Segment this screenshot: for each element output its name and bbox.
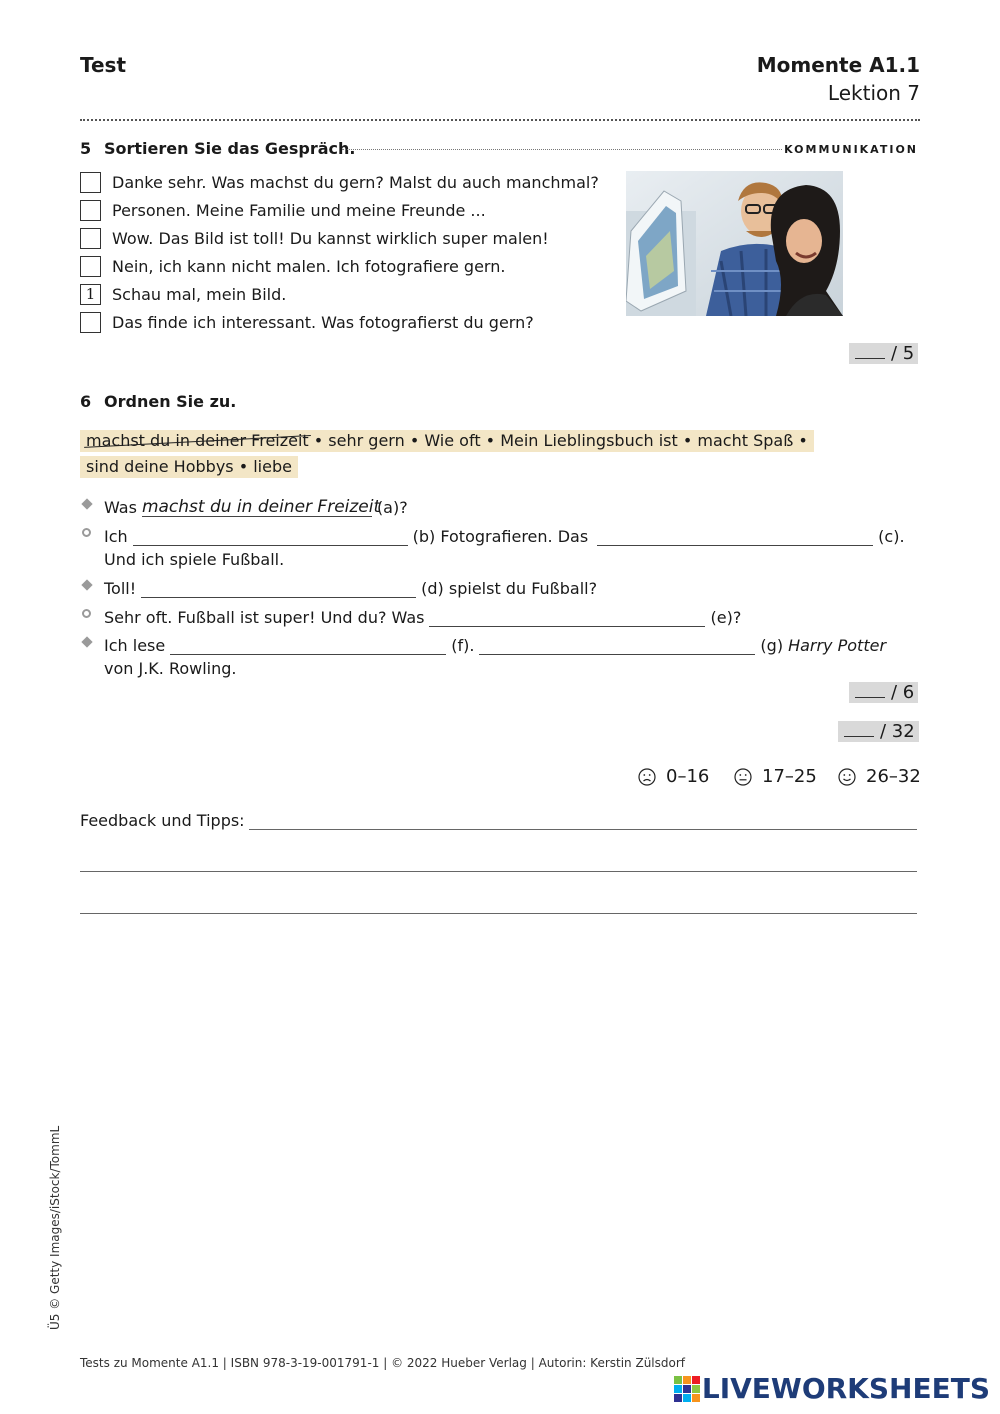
order-item (80, 199, 486, 221)
page-title: Test (80, 53, 127, 77)
circle-bullet-icon (82, 609, 91, 618)
order-item (80, 227, 549, 249)
order-item-text: Personen. Meine Familie und meine Freunde ... (112, 200, 486, 220)
order-box[interactable] (80, 200, 101, 221)
section-6-number: 6 (80, 392, 92, 411)
dialogue-line-e: Sehr oft. Fußball ist super! Und du? Was (e)? (80, 605, 741, 627)
answer-field-e[interactable] (429, 609, 705, 627)
header-divider (80, 119, 920, 121)
order-box[interactable] (80, 256, 101, 277)
order-box[interactable] (80, 312, 101, 333)
section-6-title (80, 392, 236, 411)
order-item (80, 171, 599, 193)
book-title: Momente A1.1 (756, 53, 920, 77)
rating-high (838, 766, 921, 787)
dialogue-line-d: Toll! (d) spielst du Fußball? (80, 576, 597, 598)
rating-mid (734, 766, 817, 787)
word-bank-line-2 (80, 456, 298, 478)
feedback-label: Feedback und Tipps: (80, 811, 245, 830)
lesson-label: Lektion 7 (827, 81, 920, 105)
happy-face-icon (838, 768, 856, 786)
handwritten-answer: machst du in deiner Freizeit (141, 497, 381, 517)
diamond-bullet-icon (81, 636, 92, 647)
order-box[interactable] (80, 228, 101, 249)
answer-field-d[interactable] (141, 580, 416, 598)
order-item (80, 283, 286, 305)
feedback-line-1[interactable] (249, 829, 917, 830)
answer-field-c[interactable] (597, 528, 873, 546)
word-bank-used-phrase: machst du in deiner Freizeit (86, 431, 309, 450)
neutral-face-icon (734, 768, 752, 786)
section-5-heading: Sortieren Sie das Gespräch. (104, 139, 356, 158)
section-6-score: / 6 (849, 682, 918, 703)
order-box[interactable]: 1 (80, 284, 101, 305)
answer-field-f[interactable] (170, 637, 446, 655)
word-bank-phrases: • sehr gern • Wie oft • Mein Lieblingsbuch ist • macht Spaß • (313, 431, 808, 450)
score-blank[interactable] (844, 722, 874, 737)
order-item-text: Wow. Das Bild ist toll! Du kannst wirklich super malen! (112, 228, 549, 248)
dialogue-line-a: Was machst du in deiner Freizeit (a)? (80, 495, 408, 517)
diamond-bullet-icon (81, 498, 92, 509)
answer-field-a[interactable] (141, 497, 381, 517)
liveworksheets-logo[interactable] (674, 1372, 990, 1405)
dialogue-line-fg: Ich lese (f). (g) Harry Potter (80, 633, 886, 655)
word-bank-phrases: sind deine Hobbys • liebe (86, 457, 292, 476)
section-5-tag: KOMMUNIKATION (784, 143, 918, 156)
feedback-line-3[interactable] (80, 913, 917, 914)
footer-text: Tests zu Momente A1.1 | ISBN 978-3-19-001791-1 | © 2022 Hueber Verlag | Autorin: Kerstin Zülsdorf (80, 1356, 685, 1370)
dialogue-line-continuation: Und ich spiele Fußball. (104, 550, 285, 569)
feedback-line-2[interactable] (80, 871, 917, 872)
section-5-title (80, 139, 355, 158)
score-blank[interactable] (855, 683, 885, 698)
rating-range: 17–25 (762, 766, 817, 787)
circle-bullet-icon (82, 528, 91, 537)
section-6-heading: Ordnen Sie zu. (104, 392, 237, 411)
word-bank-line-1 (80, 430, 814, 452)
score-blank[interactable] (855, 344, 885, 359)
order-item-text: Danke sehr. Was machst du gern? Malst du auch manchmal? (112, 172, 599, 192)
section-5-dotted-rule (342, 149, 782, 150)
diamond-bullet-icon (81, 579, 92, 590)
order-box[interactable] (80, 172, 101, 193)
answer-field-g[interactable] (479, 637, 755, 655)
order-item (80, 255, 505, 277)
total-score: / 32 (838, 721, 919, 742)
order-item-text: Schau mal, mein Bild. (112, 284, 287, 304)
liveworksheets-wordmark: LIVEWORKSHEETS (701, 1372, 990, 1405)
order-item-text: Das finde ich interessant. Was fotografierst du gern? (112, 312, 534, 332)
section-5-score: / 5 (849, 343, 918, 364)
rating-low (638, 766, 709, 787)
dialogue-line-bc: Ich (b) Fotografieren. Das (c). (80, 524, 905, 546)
rating-range: 0–16 (666, 766, 710, 787)
dialogue-line-continuation: von J.K. Rowling. (104, 659, 237, 678)
book-title-italic: Harry Potter (788, 636, 887, 655)
photo-people-looking-at-picture (626, 171, 843, 316)
section-5-number: 5 (80, 139, 92, 158)
order-item-text: Nein, ich kann nicht malen. Ich fotografiere gern. (112, 256, 506, 276)
image-credit: Ü5 © Getty Images/iStock/TommL (48, 1125, 62, 1330)
rating-range: 26–32 (866, 766, 921, 787)
order-item (80, 311, 534, 333)
sad-face-icon (638, 768, 656, 786)
answer-field-b[interactable] (133, 528, 408, 546)
liveworksheets-grid-icon (674, 1376, 700, 1402)
